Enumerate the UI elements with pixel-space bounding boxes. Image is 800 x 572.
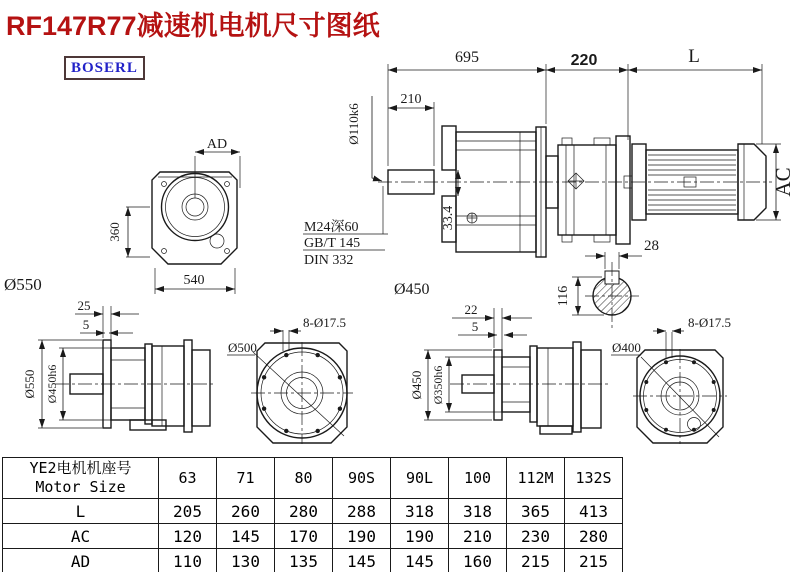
cell: 110 [159,549,217,572]
cell: 260 [217,499,275,524]
key-width-label: 28 [644,238,659,254]
cell: 135 [275,549,333,572]
cell: 318 [391,499,449,524]
cell: 145 [333,549,391,572]
brand-logo: BOSERL [64,56,145,80]
viewB-dia500-label: Ø500 [228,340,257,355]
cell: 190 [333,524,391,549]
main-side-view [303,46,795,298]
note-line1: M24深60 [304,220,359,235]
front-AD-label: AD [206,137,228,152]
flange-side-view-a [22,298,215,432]
note-line2: GB/T 145 [304,236,361,251]
table-row-AD [3,549,623,572]
flange-face-view-d [611,315,731,444]
shaft-height-label: 116 [556,285,571,307]
cell: 210 [449,524,507,549]
col-header: 63 [159,458,217,499]
page-title: RF147R77减速机电机尺寸图纸 [6,11,380,41]
cell: 280 [275,499,333,524]
front-dia550-label: Ø550 [4,275,42,294]
viewA-25-label: 25 [77,298,91,313]
col-header: 71 [217,458,275,499]
dim-33-4-label: 33.4 [441,205,456,231]
row-label: L [3,499,159,524]
cell: 145 [391,549,449,572]
viewC-5-label: 5 [471,319,479,334]
viewA-5-label: 5 [82,317,90,332]
col-header: 112M [507,458,565,499]
cell: 145 [217,524,275,549]
front-view [4,137,240,294]
viewA-dia550-label: Ø550 [22,369,37,399]
front-360-label: 360 [107,222,122,242]
cell: 365 [507,499,565,524]
dim-220-label: 220 [570,52,598,69]
front-540-label: 540 [183,273,205,288]
main-dia450-label: Ø450 [394,281,430,298]
col-header: 100 [449,458,507,499]
col-header: 132S [565,458,623,499]
viewA-dia450h6-label: Ø450h6 [45,364,59,404]
shaft-dia-label: Ø110k6 [346,103,361,145]
cell: 288 [333,499,391,524]
cell: 160 [449,549,507,572]
table-row-L [3,499,623,524]
dim-L-label: L [688,46,700,67]
col-header: 90L [391,458,449,499]
table-row-AC [3,524,623,549]
dim-695-label: 695 [455,49,479,66]
cell: 170 [275,524,333,549]
cell: 120 [159,524,217,549]
cell: 205 [159,499,217,524]
table-header-en: Motor Size [35,478,126,496]
col-header: 90S [333,458,391,499]
cell: 280 [565,524,623,549]
table-header-motor-size [3,458,159,499]
dim-210-label: 210 [400,92,422,107]
cell: 130 [217,549,275,572]
table-header-row [3,458,623,499]
cell: 413 [565,499,623,524]
viewC-dia350h6-label: Ø350h6 [431,365,445,405]
motor-fins [648,155,736,210]
cell: 190 [391,524,449,549]
flange-side-view-c [409,302,610,434]
cell: 230 [507,524,565,549]
shaft-key-section [556,238,659,328]
viewC-dia450-label: Ø450 [409,370,424,400]
flange-face-view-b [227,315,353,444]
table-header-cn: YE2电机机座号 [29,459,132,478]
cell: 318 [449,499,507,524]
viewD-holes-label: 8-Ø17.5 [688,315,731,330]
motor-size-table [2,457,623,572]
row-label: AD [3,549,159,572]
cell: 215 [565,549,623,572]
viewC-22-label: 22 [464,302,478,317]
col-header: 80 [275,458,333,499]
note-line3: DIN 332 [304,253,354,268]
cell: 215 [507,549,565,572]
viewB-holes-label: 8-Ø17.5 [303,315,346,330]
row-label: AC [3,524,159,549]
viewD-dia400-label: Ø400 [612,340,641,355]
dim-AC-label: AC [771,167,795,197]
